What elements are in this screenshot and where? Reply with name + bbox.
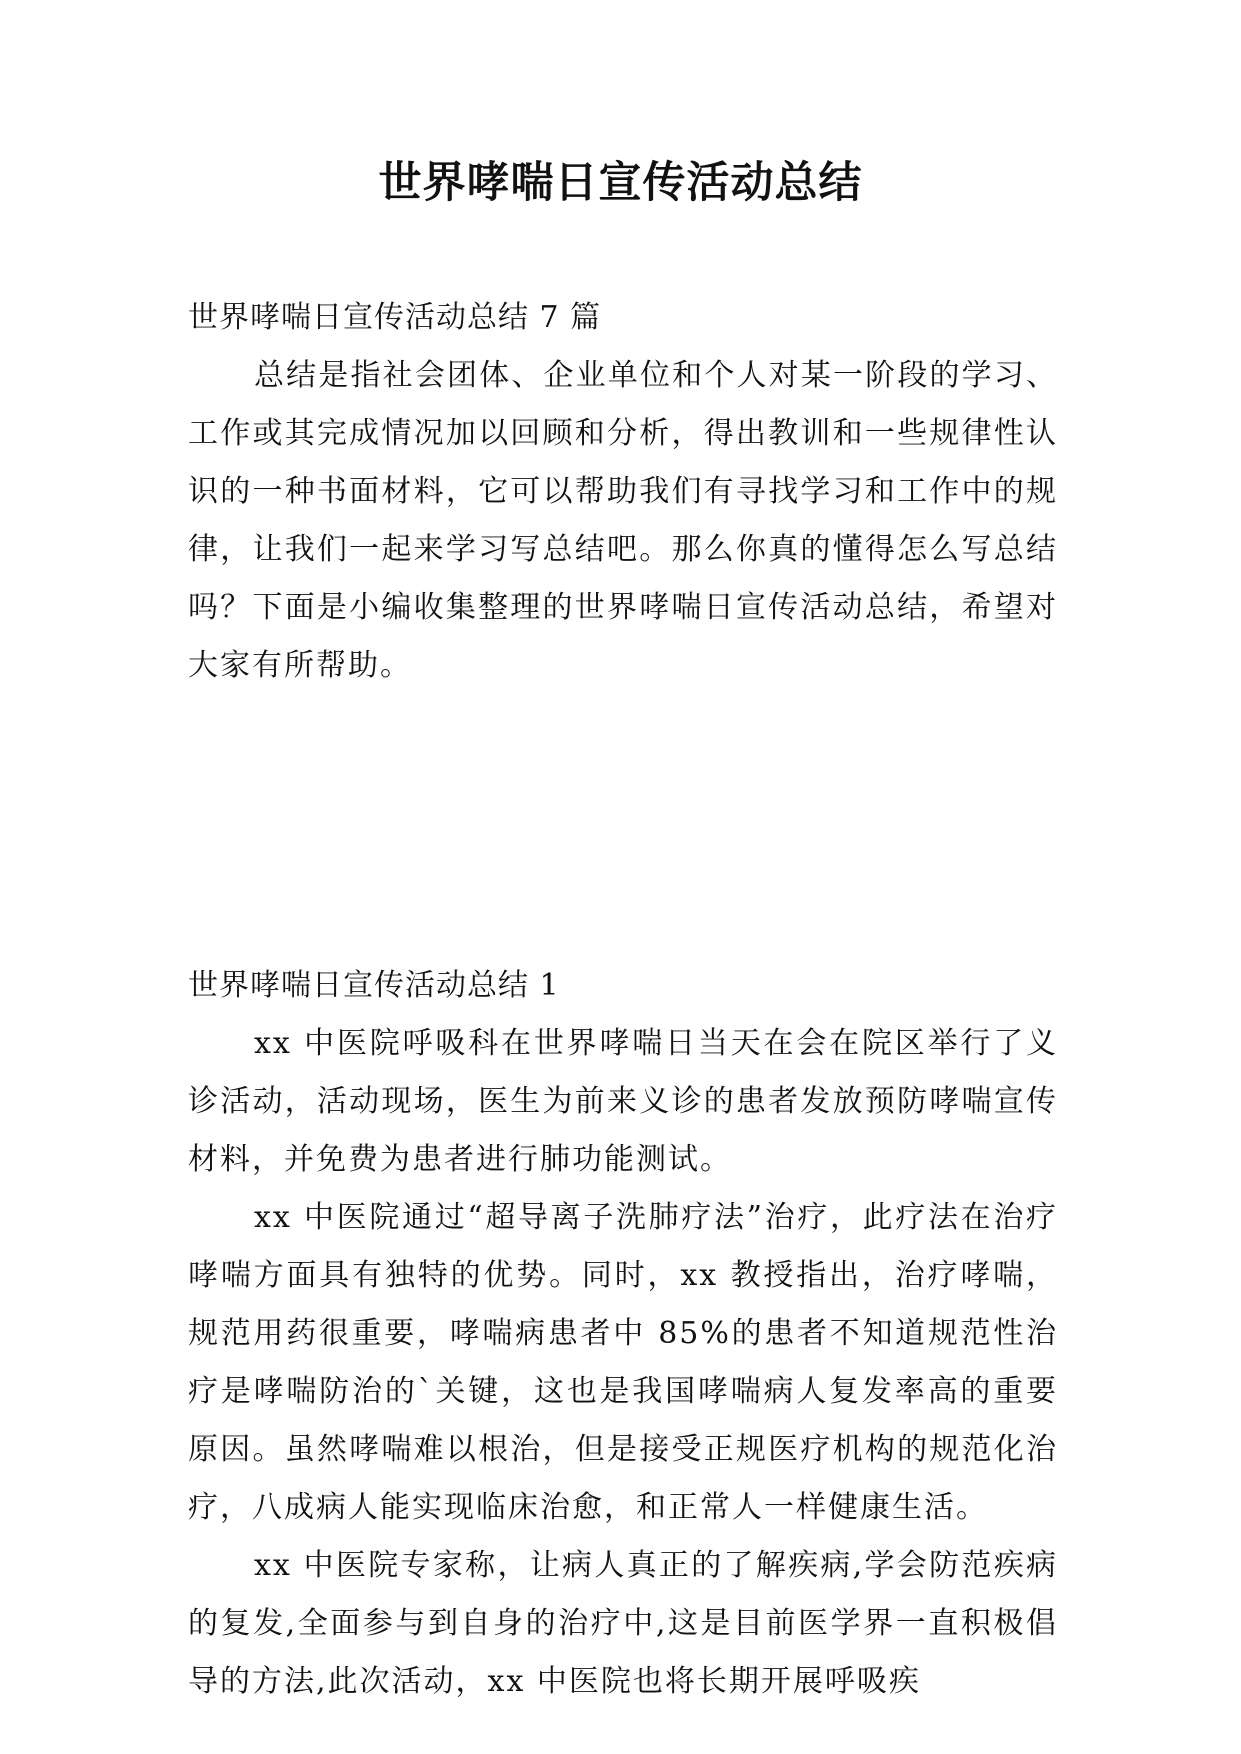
document-subtitle: 世界哮喘日宣传活动总结 7 篇	[188, 300, 602, 335]
section-heading: 世界哮喘日宣传活动总结 1	[188, 968, 560, 1003]
document-title: 世界哮喘日宣传活动总结	[378, 158, 863, 208]
intro-paragraph: 总结是指社会团体、企业单位和个人对某一阶段的学习、工作或其完成情况加以回顾和分析，得出教训和一些规律性认识的一种书面材料，它可以帮助我们有寻找学习和工作中的规律，让我们一起来学习写总结吧。那么你真的懂得怎么写总结吗？下面是小编收集整理的世界哮喘日宣传活动总结，希望对大家有所帮助。	[188, 358, 1058, 683]
section-paragraph: xx 中医院通过“超导离子洗肺疗法”治疗，此疗法在治疗哮喘方面具有独特的优势。同时，xx 教授指出，治疗哮喘，规范用药很重要，哮喘病患者中 85%的患者不知道规范性治疗是哮喘防治的`关键，这也是我国哮喘病人复发率高的重要原因。虽然哮喘难以根治，但是接受正规医疗机构的规范化治疗，八成病人能实现临床治愈，和正常人一样健康生活。	[188, 1200, 1058, 1525]
intro-block	[188, 289, 1058, 695]
section-paragraph: xx 中医院呼吸科在世界哮喘日当天在会在院区举行了义诊活动，活动现场，医生为前来义诊的患者发放预防哮喘宣传材料，并免费为患者进行肺功能测试。	[188, 1026, 1058, 1177]
section-paragraph: xx 中医院专家称，让病人真正的了解疾病,学会防范疾病的复发,全面参与到自身的治疗中,这是目前医学界一直积极倡导的方法,此次活动，xx 中医院也将长期开展呼吸疾	[188, 1548, 1058, 1699]
section-block	[188, 957, 1058, 1711]
